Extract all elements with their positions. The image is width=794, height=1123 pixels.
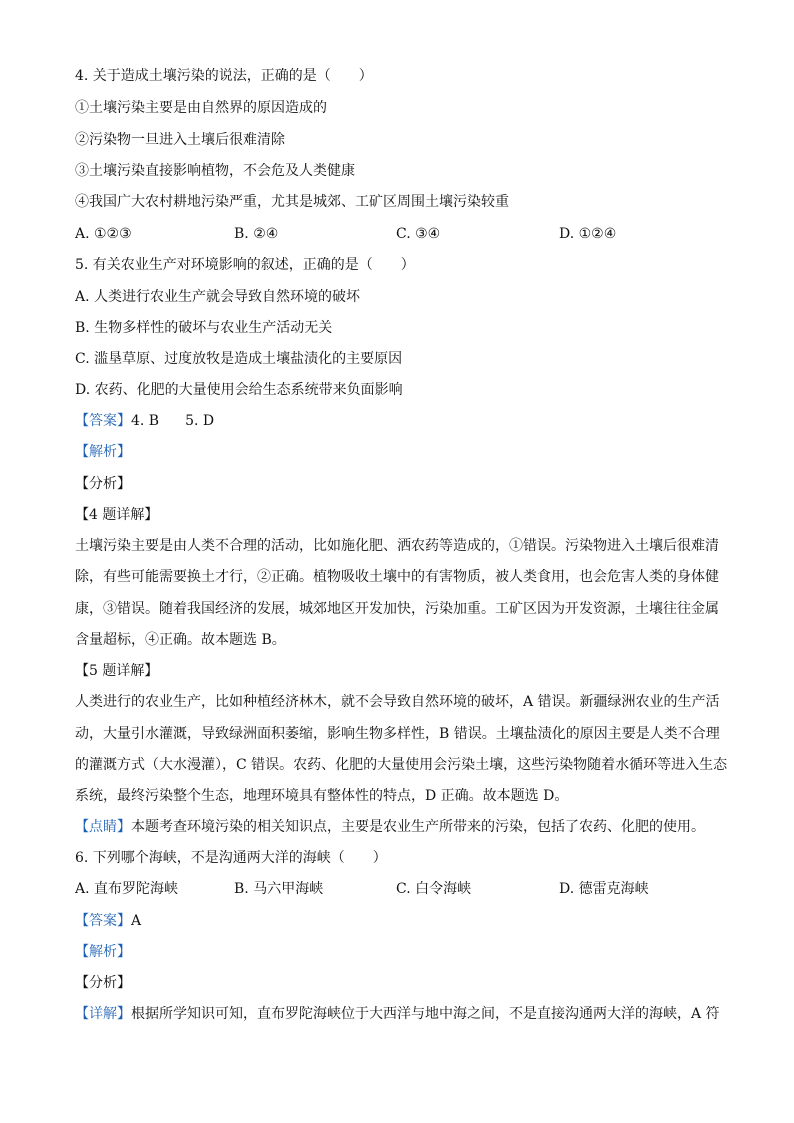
q6-stem: 6. 下列哪个海峡，不是沟通两大洋的海峡（ ） [75, 850, 387, 866]
analysis-tag: 【解析】 [75, 444, 131, 460]
q6-option-d: D. 德雷克海峡 [559, 881, 649, 897]
q6-option-c: C. 白令海峡 [396, 881, 472, 897]
q5-option-d: D. 农药、化肥的大量使用会给生态系统带来负面影响 [75, 382, 403, 398]
answer-6-value: A [131, 913, 142, 929]
answer-6-tag: 【答案】 [75, 913, 131, 929]
answer-4-value: 4. B [131, 413, 160, 429]
answer-6 [75, 912, 141, 930]
q4-stem: 4. 关于造成土壤污染的说法，正确的是（ ） [75, 68, 373, 84]
fenxi-heading: 【分析】 [75, 476, 131, 492]
dianjing-text: 本题考查环境污染的相关知识点，主要是农业生产所带来的污染，包括了农药、化肥的使用。 [131, 819, 705, 835]
answer-4-5 [75, 412, 214, 430]
analysis-6-tag: 【解析】 [75, 944, 131, 960]
q5-option-a: A. 人类进行农业生产就会导致自然环境的破坏 [75, 289, 361, 305]
detail-5-line-1: 人类进行的农业生产，比如种植经济林木，就不会导致自然环境的破坏，A 错误。新疆绿洲农业的生产活 [75, 694, 720, 710]
dianjing-tag: 【点睛】 [75, 819, 131, 835]
detail-4-heading: 【4 题详解】 [75, 507, 159, 523]
detail-6 [75, 1005, 720, 1023]
detail-5-line-3: 的灌溉方式（大水漫灌），C 错误。农药、化肥的大量使用会污染土壤，这些污染物随着水循环等进入生态 [75, 757, 728, 773]
q4-statement-1: ①土壤污染主要是由自然界的原因造成的 [75, 100, 327, 116]
answer-5-value: 5. D [185, 413, 215, 429]
detail-5-line-2: 动，大量引水灌溉，导致绿洲面积萎缩，影响生物多样性，B 错误。土壤盐渍化的原因主要是人类不合理 [75, 726, 720, 742]
q4-statement-4: ④我国广大农村耕地污染严重，尤其是城郊、工矿区周围土壤污染较重 [75, 194, 509, 210]
q6-option-a: A. 直布罗陀海峡 [75, 881, 179, 897]
fenxi-6-heading: 【分析】 [75, 975, 131, 991]
q5-stem: 5. 有关农业生产对环境影响的叙述，正确的是（ ） [75, 257, 415, 273]
q4-option-a: A. ①②③ [75, 226, 132, 242]
detail-5-line-4: 系统，最终污染整个生态，地理环境具有整体性的特点，D 正确。故本题选 D。 [75, 788, 569, 804]
detail-4-line-4: 含量超标，④正确。故本题选 B。 [75, 632, 286, 648]
q5-option-b: B. 生物多样性的破坏与农业生产活动无关 [75, 320, 333, 336]
detail-6-tag: 【详解】 [75, 1006, 131, 1022]
detail-4-line-1: 土壤污染主要是由人类不合理的活动，比如施化肥、洒农药等造成的，①错误。污染物进入土壤后很难清 [75, 538, 719, 554]
q4-statement-3: ③土壤污染直接影响植物，不会危及人类健康 [75, 163, 355, 179]
q6-option-b: B. 马六甲海峡 [234, 881, 324, 897]
detail-5-heading: 【5 题详解】 [75, 663, 159, 679]
q5-option-c: C. 滥垦草原、过度放牧是造成土壤盐渍化的主要原因 [75, 351, 403, 367]
q4-option-b: B. ②④ [234, 226, 279, 242]
answer-tag: 【答案】 [75, 413, 131, 429]
q4-statement-2: ②污染物一旦进入土壤后很难清除 [75, 132, 285, 148]
detail-4-line-3: 康，③错误。随着我国经济的发展，城郊地区开发加快，污染加重。工矿区因为开发资源，土壤往往金属 [75, 601, 719, 617]
detail-6-text: 根据所学知识可知，直布罗陀海峡位于大西洋与地中海之间，不是直接沟通两大洋的海峡，A 符 [131, 1006, 720, 1022]
detail-4-line-2: 除，有些可能需要换土才行，②正确。植物吸收土壤中的有害物质，被人类食用，也会危害人类的身体健 [75, 569, 719, 585]
q4-option-c: C. ③④ [396, 226, 441, 242]
dianjing [75, 818, 705, 836]
q4-option-d: D. ①②④ [559, 226, 617, 242]
